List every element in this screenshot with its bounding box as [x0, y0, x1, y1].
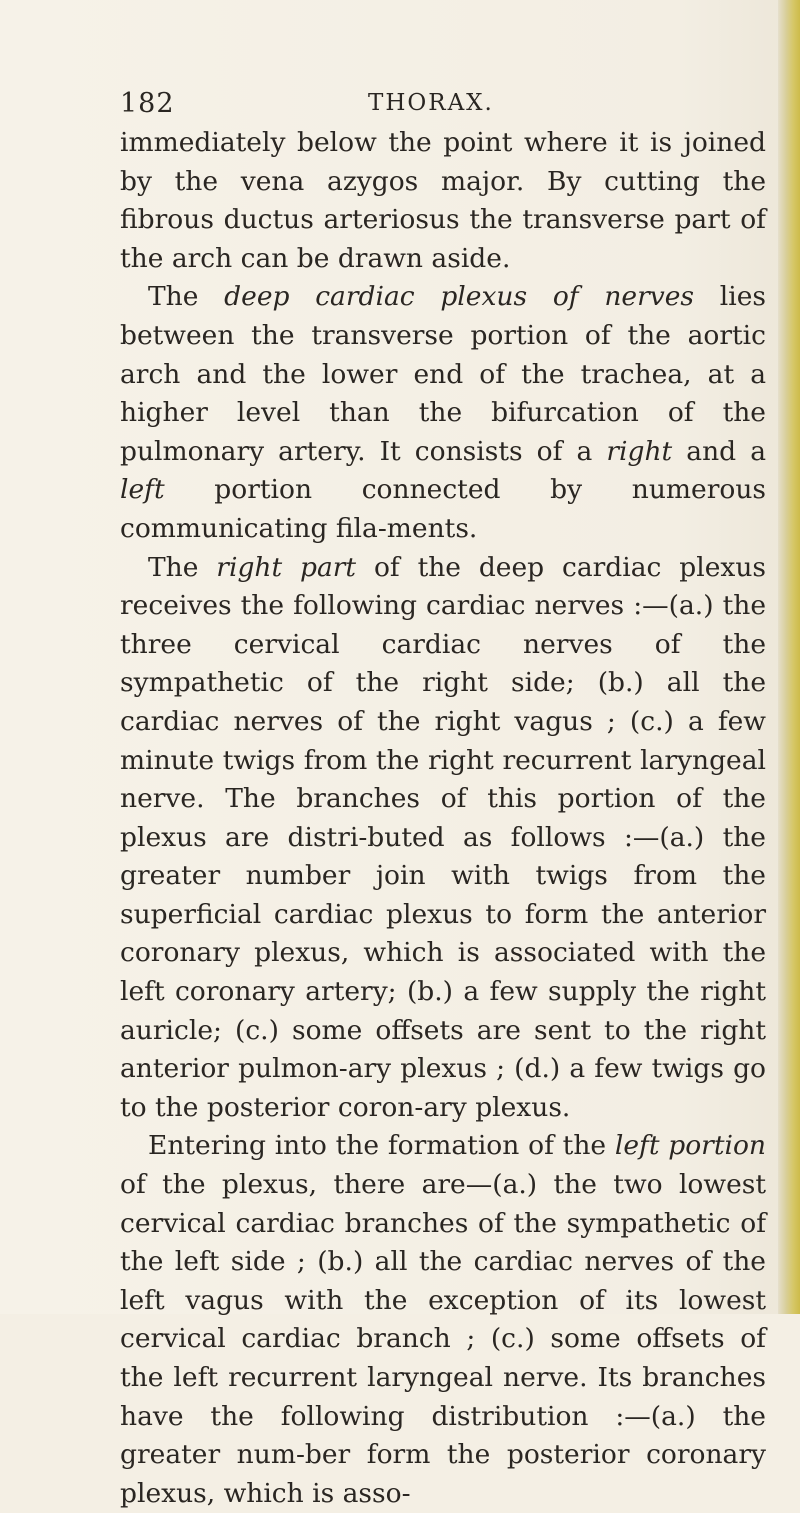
- body-text: [120, 124, 766, 1513]
- paragraph-2-post: portion connected by numerous communicating fila-ments.: [120, 474, 766, 544]
- page-header: [120, 88, 760, 128]
- paragraph-4-pre: Entering into the formation of the: [148, 1130, 615, 1162]
- term-deep-cardiac-plexus: deep cardiac plexus of nerves: [224, 281, 695, 313]
- running-head: THORAX.: [368, 90, 494, 116]
- term-left-portion: left portion: [614, 1130, 766, 1162]
- paragraph-2-mid2: and a: [672, 435, 766, 467]
- paragraph-4-post: of the plexus, there are—(a.) the two lowest cervical cardiac branches of the sympathetic of the left side ; (b.) all the cardiac nerves of the left vagus with the exception of its lowest cervical cardiac branch ; (c.) some offsets of the left recurrent laryngeal nerve. Its branches have the following distribution :—(a.) the greater num-ber form the posterior coronary plexus, which is asso-: [120, 1169, 766, 1509]
- term-right: right: [606, 435, 673, 467]
- paragraph-3: [120, 549, 766, 1128]
- paragraph-1: [120, 124, 766, 278]
- paragraph-2-mid1: lies between the transverse portion of the aortic arch and the lower end of the trachea, at a higher level than the bifurcation of the pulmonary artery. It consists of a: [120, 281, 766, 467]
- paragraph-2-pre: The: [148, 281, 225, 313]
- paragraph-1-text: immediately below the point where it is joined by the vena azygos major. By cutting the fibrous ductus arteriosus the transverse part of the arch can be drawn aside.: [120, 127, 766, 274]
- paragraph-4: [120, 1127, 766, 1513]
- page-edge: [778, 0, 800, 1314]
- term-left: left: [120, 474, 165, 506]
- paragraph-3-post: of the deep cardiac plexus receives the following cardiac nerves :—(a.) the three cervical cardiac nerves of the sympathetic of the right side; (b.) all the cardiac nerves of the right vagus ; (c.) a few minute twigs from the right recurrent laryngeal nerve. The branches of this portion of the plexus are distri-buted as follows :—(a.) the greater number join with twigs from the superficial cardiac plexus to form the anterior coronary plexus, which is associated with the left coronary artery; (b.) a few supply the right auricle; (c.) some offsets are sent to the right anterior pulmon-ary plexus ; (d.) a few twigs go to the posterior coron-ary plexus.: [120, 551, 766, 1123]
- term-right-part: right part: [216, 551, 357, 583]
- page-number: 182: [120, 88, 175, 119]
- paragraph-3-pre: The: [148, 551, 217, 583]
- paragraph-2: [120, 278, 766, 548]
